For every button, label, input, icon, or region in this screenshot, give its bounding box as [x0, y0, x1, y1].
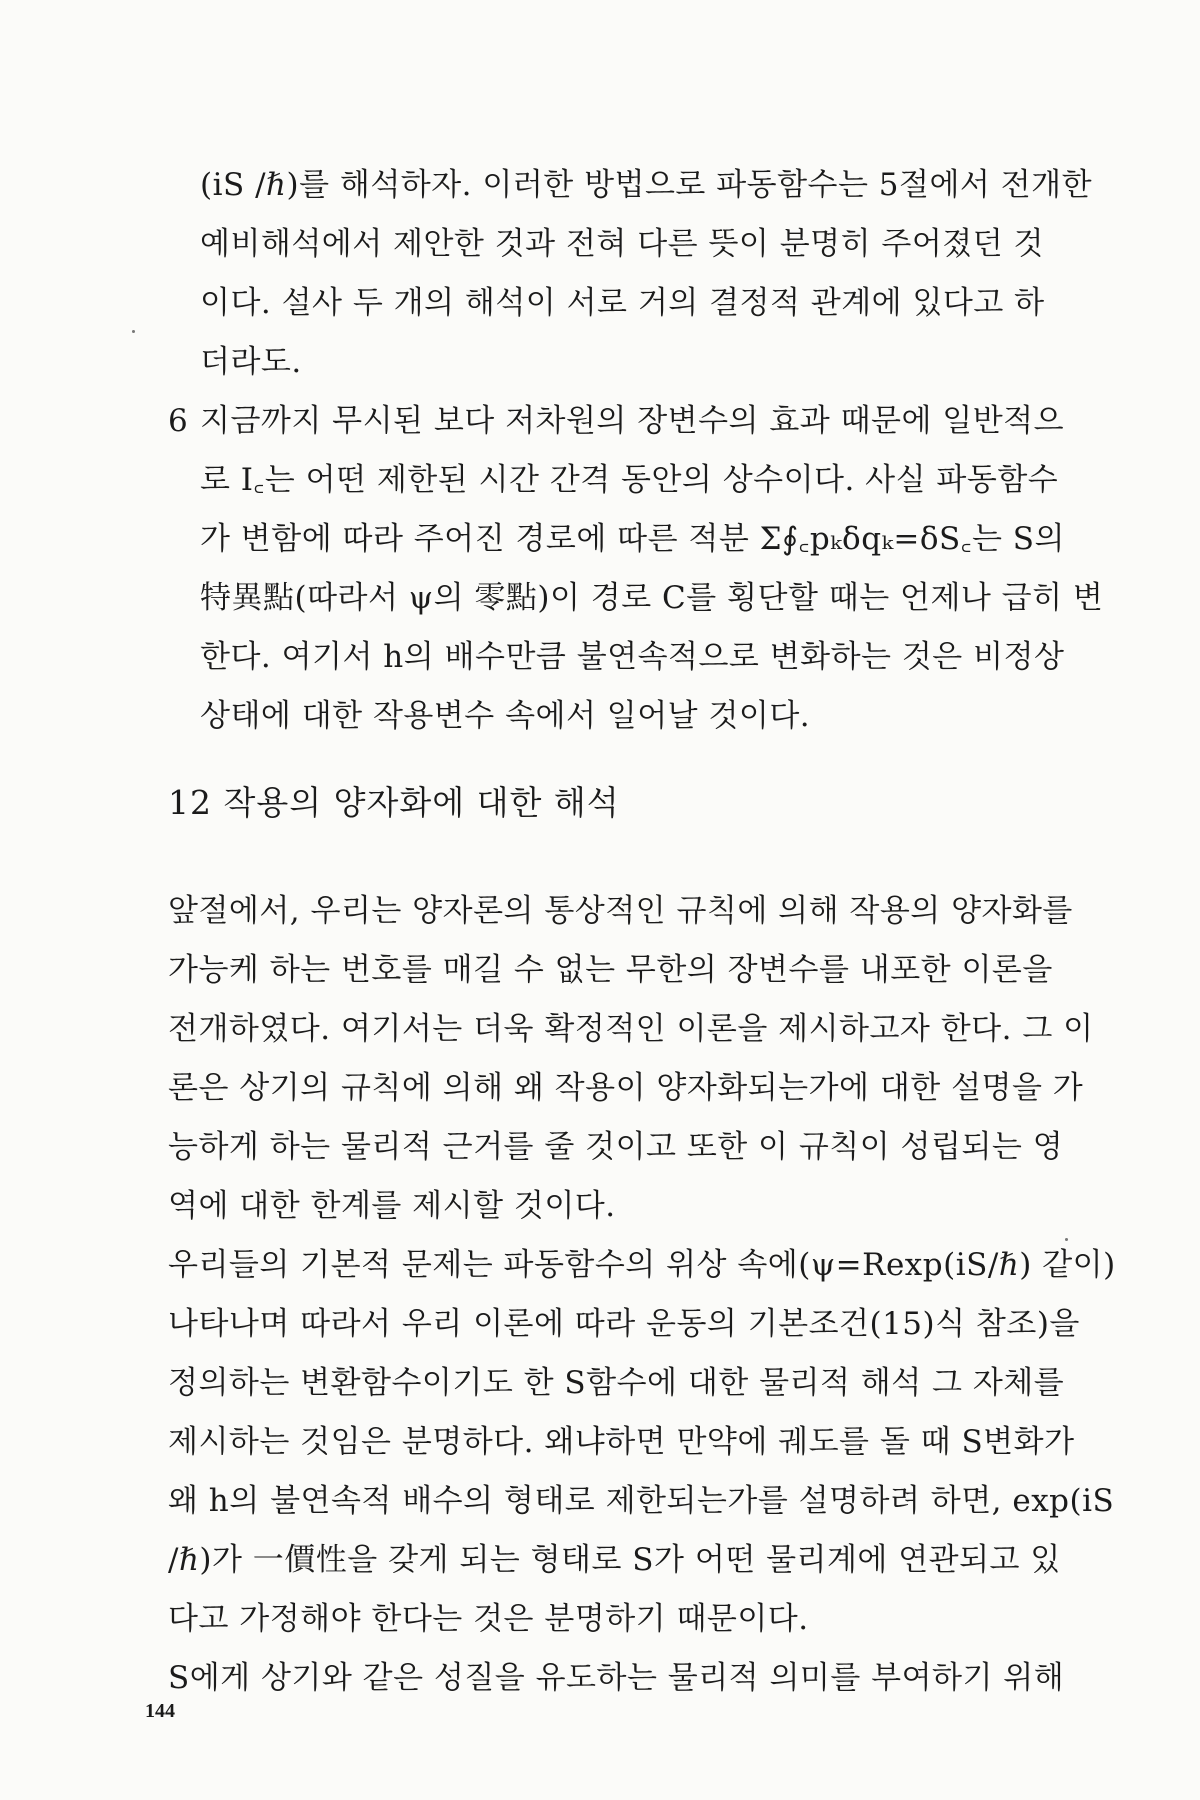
text-line: 역에 대한 한계를 제시할 것이다.	[168, 1188, 616, 1224]
text-line: 이다. 설사 두 개의 해석이 서로 거의 결정적 관계에 있다고 하	[200, 285, 1045, 321]
text-line: 다고 가정해야 한다는 것은 분명하기 때문이다.	[168, 1601, 809, 1637]
text-line: 예비해석에서 제안한 것과 전혀 다른 뜻이 분명히 주어졌던 것	[200, 226, 1044, 262]
text-line: 로 I꜀는 어떤 제한된 시간 간격 동안의 상수이다. 사실 파동함수	[200, 462, 1059, 498]
text-line: 나타나며 따라서 우리 이론에 따라 운동의 기본조건(15)식 참조)을	[168, 1306, 1080, 1342]
text-line: 가능케 하는 번호를 매길 수 없는 무한의 장변수를 내포한 이론을	[168, 952, 1053, 988]
text-line: 제시하는 것임은 분명하다. 왜냐하면 만약에 궤도를 돌 때 S변화가	[168, 1424, 1075, 1460]
text-line: 한다. 여기서 h의 배수만큼 불연속적으로 변화하는 것은 비정상	[200, 639, 1065, 675]
text-line: 特異點(따라서 ψ의 零點)이 경로 C를 횡단할 때는 언제나 급히 변	[200, 580, 1104, 616]
scan-speck	[132, 330, 135, 333]
text-line: 앞절에서, 우리는 양자론의 통상적인 규칙에 의해 작용의 양자화를	[168, 893, 1073, 929]
text-line: S에게 상기와 같은 성질을 유도하는 물리적 의미를 부여하기 위해	[168, 1660, 1065, 1696]
text-line: 가 변함에 따라 주어진 경로에 따른 적분 Σ∮꜀pₖδqₖ=δS꜀는 S의	[200, 521, 1065, 557]
text-line: 더라도.	[200, 344, 302, 380]
page-number: 144	[145, 1700, 175, 1722]
text-line: 전개하였다. 여기서는 더욱 확정적인 이론을 제시하고자 한다. 그 이	[168, 1011, 1094, 1047]
text-line: 왜 h의 불연속적 배수의 형태로 제한되는가를 설명하려 하면, exp(iS	[168, 1483, 1115, 1519]
text-line: 지금까지 무시된 보다 저차원의 장변수의 효과 때문에 일반적으	[200, 403, 1065, 439]
text-line: 론은 상기의 규칙에 의해 왜 작용이 양자화되는가에 대한 설명을 가	[168, 1070, 1084, 1106]
scan-speck	[1065, 1238, 1068, 1241]
text-line: (iS /ℏ)를 해석하자. 이러한 방법으로 파동함수는 5절에서 전개한	[200, 167, 1093, 203]
text-line: 우리들의 기본적 문제는 파동함수의 위상 속에(ψ=Rexp(iS/ℏ) 같이)	[168, 1247, 1116, 1283]
text-line: 능하게 하는 물리적 근거를 줄 것이고 또한 이 규칙이 성립되는 영	[168, 1129, 1064, 1165]
note-number: 6	[168, 403, 188, 439]
text-line: 정의하는 변환함수이기도 한 S함수에 대한 물리적 해석 그 자체를	[168, 1365, 1065, 1401]
section-heading: 12 작용의 양자화에 대한 해석	[168, 783, 620, 822]
text-line: /ℏ)가 一價性을 갖게 되는 형태로 S가 어떤 물리계에 연관되고 있	[168, 1542, 1061, 1578]
text-line: 상태에 대한 작용변수 속에서 일어날 것이다.	[200, 698, 811, 734]
